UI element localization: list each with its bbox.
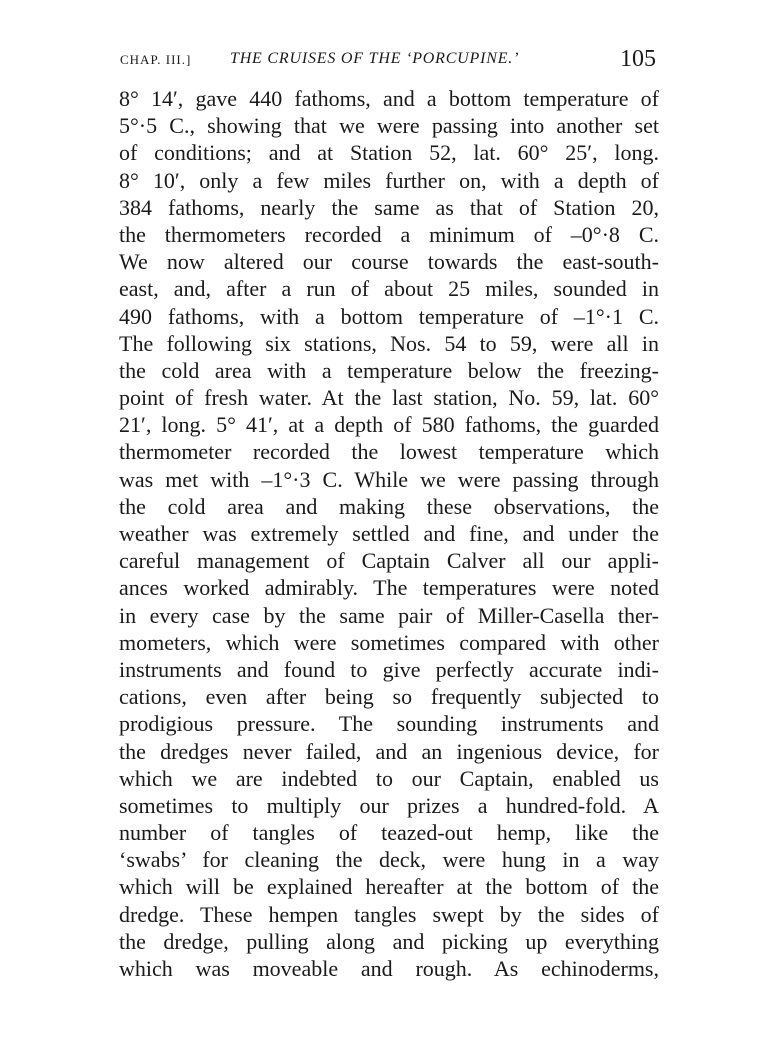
- text-line: 8° 14′, gave 440 fathoms, and a bottom temperature of: [119, 86, 659, 111]
- text-line: the thermometers recorded a minimum of –0°·8 C.: [119, 221, 659, 247]
- text-line: sometimes to multiply our prizes a hundred-fold. A: [119, 792, 659, 818]
- text-line: The following six stations, Nos. 54 to 59, were all in: [119, 330, 659, 356]
- text-line: weather was extremely settled and fine, and under the: [119, 521, 659, 546]
- text-line: 21′, long. 5° 41′, at a depth of 580 fathoms, the guarded: [119, 412, 659, 438]
- text-line: 8° 10′, only a few miles further on, with a depth of: [119, 167, 659, 193]
- text-line: was met with –1°·3 C. While we were passing through: [119, 466, 659, 492]
- text-line: prodigious pressure. The sounding instruments and: [119, 711, 659, 737]
- text-line: dredge. These hempen tangles swept by the sides of: [119, 901, 659, 927]
- text-line: in every case by the same pair of Miller-Casella ther-: [119, 602, 659, 628]
- page-number: 105: [620, 46, 656, 72]
- text-line: which was moveable and rough. As echinoderms,: [119, 956, 659, 981]
- text-line: thermometer recorded the lowest temperature which: [119, 439, 659, 465]
- text-line: instruments and found to give perfectly accurate indi-: [119, 656, 659, 682]
- text-line: We now altered our course towards the east-south-: [119, 249, 659, 275]
- text-line: which we are indebted to our Captain, enabled us: [119, 765, 659, 791]
- text-line: the dredges never failed, and an ingenious device, for: [119, 738, 659, 764]
- text-line: careful management of Captain Calver all our appli-: [119, 548, 659, 574]
- text-line: the dredge, pulling along and picking up everything: [119, 928, 659, 954]
- running-title: THE CRUISES OF THE ‘PORCUPINE.’: [230, 50, 520, 67]
- text-line: 384 fathoms, nearly the same as that of Station 20,: [119, 194, 659, 220]
- text-line: which will be explained hereafter at the bottom of the: [119, 874, 659, 900]
- body-paragraph: [119, 85, 659, 982]
- text-line: point of fresh water. At the last station, No. 59, lat. 60°: [119, 385, 659, 411]
- text-line: 490 fathoms, with a bottom temperature of –1°·1 C.: [119, 303, 659, 329]
- text-line: 5°·5 C., showing that we were passing into another set: [119, 113, 659, 139]
- text-line: ‘swabs’ for cleaning the deck, were hung in a way: [119, 847, 659, 873]
- text-line: ances worked admirably. The temperatures were noted: [119, 575, 659, 601]
- text-line: mometers, which were sometimes compared with other: [119, 629, 659, 655]
- chapter-label: CHAP. III.]: [120, 52, 192, 67]
- text-line: east, and, after a run of about 25 miles, sounded in: [119, 276, 659, 302]
- text-line: cations, even after being so frequently subjected to: [119, 684, 659, 710]
- text-line: the cold area with a temperature below the freezing-: [119, 357, 659, 383]
- text-line: of conditions; and at Station 52, lat. 60° 25′, long.: [119, 140, 659, 166]
- running-head: [120, 46, 660, 74]
- text-line: the cold area and making these observations, the: [119, 493, 659, 519]
- text-line: number of tangles of teazed-out hemp, like the: [119, 820, 659, 846]
